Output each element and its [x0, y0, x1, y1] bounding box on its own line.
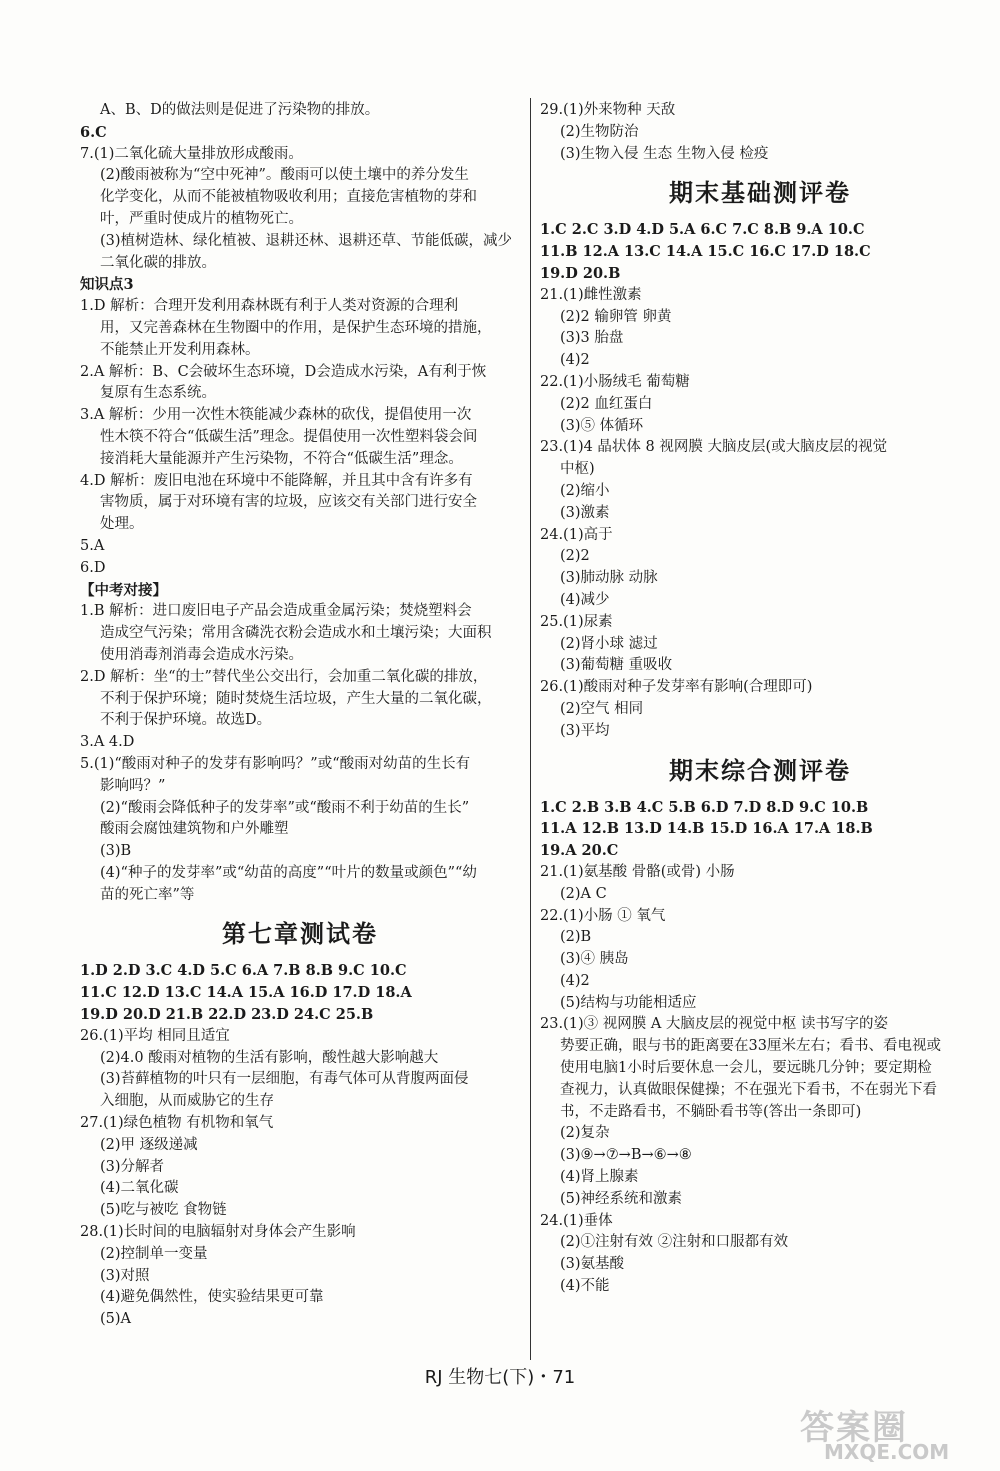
answer-line: (3)B	[100, 843, 132, 860]
answer-line: 27.(1)绿色植物 有机物和氧气	[80, 1115, 274, 1132]
column-divider	[530, 98, 531, 1360]
answer-line: (3)对照	[100, 1267, 150, 1284]
answer-line: (2)酸雨被称为“空中死神”。酸雨可以使土壤中的养分发生	[100, 167, 469, 184]
answer-line: (3)④ 胰岛	[560, 951, 629, 968]
answer-line: (3)⑨→⑦→B→⑥→⑧	[560, 1147, 692, 1164]
answer-line: 使用消毒剂消毒会造成水污染。	[100, 646, 303, 663]
answer-line: (2)A C	[560, 885, 607, 902]
answer-line: 酸雨会腐蚀建筑物和户外雕塑	[100, 821, 289, 838]
answer-line: 11.A 12.B 13.D 14.B 15.D 16.A 17.A 18.B	[540, 820, 873, 838]
final-comprehensive-test-title: 期末综合测评卷	[669, 756, 851, 785]
answer-line: 2.D 解析：坐“的士”替代坐公交出行，会加重二氧化碳的排放，	[80, 668, 488, 685]
answer-line: 造成空气污染；常用含磷洗衣粉会造成水和土壤污染；大面积	[100, 625, 492, 642]
answer-line: (4)肾上腺素	[560, 1169, 639, 1186]
answer-line: (2)复杂	[560, 1125, 610, 1142]
answer-line: (3)激素	[560, 504, 610, 521]
answer-line: 复原有生态系统。	[100, 385, 216, 402]
answer-line: (5)吃与被吃 食物链	[100, 1202, 227, 1219]
answer-line: 使用电脑1小时后要休息一会儿，要远眺几分钟；要定期检	[560, 1060, 932, 1077]
answer-line: (2)“酸雨会降低种子的发芽率”或“酸雨不利于幼苗的生长”	[100, 799, 470, 816]
answer-line: (5)神经系统和激素	[560, 1190, 683, 1207]
answer-line: 书，不走路看书，不躺卧看书等(答出一条即可)	[560, 1103, 862, 1120]
answer-line: 1.D 解析：合理开发利用森林既有利于人类对资源的合理利	[80, 298, 459, 315]
left-column	[80, 100, 520, 1331]
answer-line: (4)避免偶然性，使实验结果更可靠	[100, 1289, 324, 1306]
answer-line: 6.C	[80, 123, 107, 141]
answer-line: (5)结构与功能相适应	[560, 994, 697, 1011]
answer-line: 查视力，认真做眼保健操；不在强光下看书，不在弱光下看	[560, 1081, 937, 1098]
answer-line: 3.A 解析：少用一次性木筷能减少森林的砍伐，提倡使用一次	[80, 407, 472, 424]
answer-line: (4)不能	[560, 1278, 610, 1295]
answer-line: 用，又完善森林在生物圈中的作用，是保护生态环境的措施，	[100, 319, 492, 336]
answer-line: 19.A 20.C	[540, 842, 619, 860]
answer-line: (2)肾小球 滤过	[560, 635, 658, 652]
answer-line: (3)分解者	[100, 1158, 165, 1175]
answer-line: 11.B 12.A 13.C 14.A 15.C 16.C 17.D 18.C	[540, 243, 871, 261]
answer-line: 2.A 解析：B、C会破坏生态环境，D会造成水污染，A有利于恢	[80, 363, 487, 380]
page-footer: RJ 生物七(下)・71	[424, 1367, 576, 1388]
answer-line: (3)⑤ 体循环	[560, 417, 644, 434]
answer-line: (4)2	[560, 972, 590, 989]
answer-line: 害物质，属于对环境有害的垃圾，应该交有关部门进行安全	[100, 494, 477, 511]
answer-line: (2)空气 相同	[560, 700, 644, 717]
answer-line: 19.D 20.D 21.B 22.D 23.D 24.C 25.B	[80, 1006, 374, 1024]
answer-line: 1.B 解析：进口废旧电子产品会造成重金属污染；焚烧塑料会	[80, 603, 472, 620]
answer-line: 29.(1)外来物种 天敌	[540, 102, 676, 118]
answer-line: (2)生物防治	[560, 123, 639, 140]
section-heading: 【中考对接】	[80, 581, 167, 599]
answer-line: 24.(1)高于	[540, 526, 613, 543]
answer-line: (3)肺动脉 动脉	[560, 570, 658, 587]
watermark-url: MXQE.COM	[824, 1440, 950, 1464]
answer-line: 25.(1)尿素	[540, 613, 613, 630]
answer-line: (4)“种子的发芽率”或“幼苗的高度”“叶片的数量或颜色”“幼	[100, 864, 477, 881]
watermark-text: 答案圈	[800, 1408, 908, 1448]
answer-line: 6.D	[80, 559, 106, 576]
answer-line: (4)二氧化碳	[100, 1180, 179, 1197]
answer-line: (2)控制单一变量	[100, 1245, 208, 1262]
answer-line: 二氧化碳的排放。	[100, 254, 216, 271]
answer-line: 处理。	[100, 516, 144, 533]
answer-line: 1.C 2.C 3.D 4.D 5.A 6.C 7.C 8.B 9.A 10.C	[540, 221, 865, 239]
answer-line: (5)A	[100, 1311, 132, 1328]
answer-line: 22.(1)小肠 ① 氧气	[540, 907, 666, 924]
section-heading: 知识点3	[80, 276, 134, 294]
answer-line: 入细胞，从而威胁它的生存	[100, 1093, 274, 1110]
answer-line: (4)2	[560, 352, 590, 369]
answer-line: 23.(1)③ 视网膜 A 大脑皮层的视觉中枢 读书写字的姿	[540, 1016, 889, 1033]
answer-line: (2)①注射有效 ②注射和口服都有效	[560, 1234, 789, 1251]
answer-line: 19.D 20.B	[540, 264, 621, 282]
answer-line: 中枢)	[560, 461, 595, 478]
answer-line: 26.(1)酸雨对种子发芽率有影响(合理即可)	[540, 679, 813, 696]
answer-line: (2)2 血红蛋白	[560, 395, 653, 412]
answer-line: (3)生物入侵 生态 生物入侵 检疫	[560, 145, 769, 162]
answer-line: (2)B	[560, 929, 592, 946]
answer-line: 7.(1)二氧化硫大量排放形成酸雨。	[80, 145, 303, 162]
answer-line: 11.C 12.D 13.C 14.A 15.A 16.D 17.D 18.A	[80, 984, 412, 1002]
answer-line: (3)3 胎盘	[560, 330, 624, 347]
answer-line: 不利于保护环境；随时焚烧生活垃圾，产生大量的二氧化碳，	[100, 690, 492, 707]
answer-line: 不利于保护环境。故选D。	[100, 712, 272, 729]
answer-line: (4)减少	[560, 591, 610, 608]
answer-line: A、B、D的做法则是促进了污染物的排放。	[100, 102, 380, 118]
answer-line: (3)苔藓植物的叶只有一层细胞，有毒气体可从背腹两面侵	[100, 1071, 469, 1088]
answer-line: 5.(1)“酸雨对种子的发芽有影响吗？”或“酸雨对幼苗的生长有	[80, 755, 471, 772]
answer-line: (3)植树造林、绿化植被、退耕还林、退耕还草、节能低碳，减少	[100, 232, 513, 249]
answer-line: 21.(1)氨基酸 骨骼(或骨) 小肠	[540, 863, 735, 880]
final-basic-test-title: 期末基础测评卷	[669, 179, 851, 208]
answer-line: 1.D 2.D 3.C 4.D 5.C 6.A 7.B 8.B 9.C 10.C	[80, 962, 407, 980]
chapter-7-test-title: 第七章测试卷	[222, 920, 378, 949]
answer-line: 5.A	[80, 537, 105, 554]
answer-line: (3)葡萄糖 重吸收	[560, 657, 673, 674]
answer-line: (2)2 输卵管 卵黄	[560, 308, 672, 325]
answer-line: 28.(1)长时间的电脑辐射对身体会产生影响	[80, 1224, 356, 1241]
answer-line: 21.(1)雌性激素	[540, 286, 642, 303]
answer-line: (3)氨基酸	[560, 1256, 625, 1273]
answer-line: 4.D 解析：废旧电池在环境中不能降解，并且其中含有许多有	[80, 472, 473, 489]
answer-line: (3)平均	[560, 722, 610, 739]
answer-line: 26.(1)平均 相同且适宜	[80, 1027, 230, 1044]
right-column	[540, 100, 980, 1298]
answer-line: (2)2	[560, 548, 590, 565]
answer-line: 3.A 4.D	[80, 734, 135, 751]
answer-line: 不能禁止开发利用森林。	[100, 341, 260, 358]
answer-line: 化学变化，从而不能被植物吸收利用；直接危害植物的芽和	[100, 189, 477, 206]
answer-line: 23.(1)4 晶状体 8 视网膜 大脑皮层(或大脑皮层的视觉	[540, 439, 888, 456]
answer-line: 苗的死亡率”等	[100, 886, 195, 903]
answer-line: (2)甲 逐级递减	[100, 1136, 198, 1153]
answer-line: 势要正确，眼与书的距离要在33厘米左右；看书、看电视或	[560, 1038, 941, 1055]
answer-line: 22.(1)小肠绒毛 葡萄糖	[540, 373, 690, 390]
answer-line: (2)缩小	[560, 482, 610, 499]
answer-line: 性木筷不符合“低碳生活”理念。提倡使用一次性塑料袋会间	[100, 428, 478, 445]
watermark-logo	[800, 1400, 990, 1466]
answer-line: 1.C 2.B 3.B 4.C 5.B 6.D 7.D 8.D 9.C 10.B	[540, 798, 869, 816]
answer-line: 叶，严重时使成片的植物死亡。	[100, 210, 303, 227]
answer-line: (2)4.0 酸雨对植物的生活有影响，酸性越大影响越大	[100, 1049, 439, 1066]
answer-line: 影响吗？”	[100, 777, 166, 794]
answer-line: 24.(1)垂体	[540, 1212, 613, 1229]
answer-line: 接消耗大量能源并产生污染物，不符合“低碳生活”理念。	[100, 450, 463, 467]
